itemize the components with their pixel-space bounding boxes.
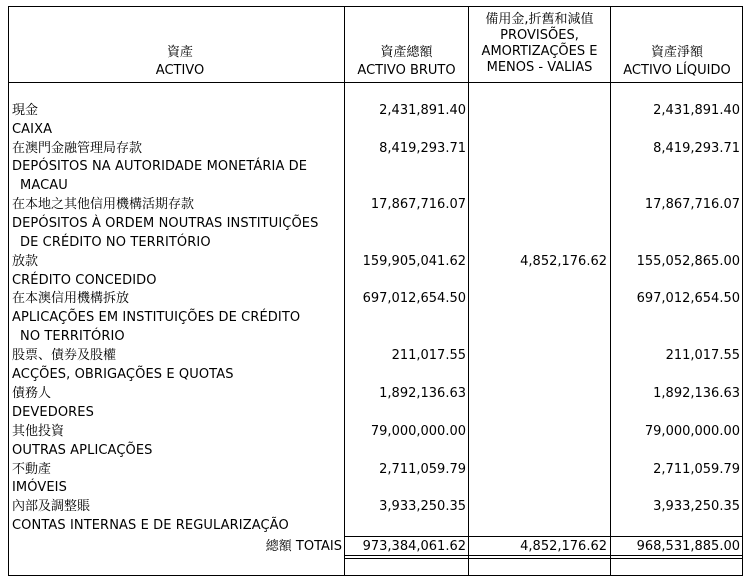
row-label-zh: 其他投資 <box>12 424 65 439</box>
provision-value: 4,852,176.62 <box>520 254 607 269</box>
gross-value: 2,431,891.40 <box>379 103 466 118</box>
row-label-zh: 債務人 <box>12 386 52 401</box>
row-label-pt: ACÇÕES, OBRIGAÇÕES E QUOTAS <box>12 367 234 382</box>
row-label-pt: IMÓVEIS <box>12 480 67 495</box>
net-value: 211,017.55 <box>665 348 740 363</box>
row-label-pt: NO TERRITÓRIO <box>20 329 125 344</box>
header-asset-zh: 資產 <box>166 45 193 60</box>
header-net-pt: ACTIVO LÍQUIDO <box>623 63 731 78</box>
net-value: 3,933,250.35 <box>653 499 740 514</box>
net-value: 17,867,716.07 <box>644 197 740 212</box>
gross-value: 17,867,716.07 <box>370 197 466 212</box>
row-label-pt: CAIXA <box>12 122 53 137</box>
header-provisions-line: AMORTIZAÇÕES E <box>481 44 598 59</box>
net-value: 79,000,000.00 <box>644 424 740 439</box>
totals-double-rule <box>344 558 743 559</box>
net-value: 697,012,654.50 <box>636 291 740 306</box>
row-label-zh: 內部及調整賬 <box>12 499 91 514</box>
column-divider <box>610 6 611 576</box>
row-label-pt: MACAU <box>20 178 68 193</box>
row-label-pt: DE CRÉDITO NO TERRITÓRIO <box>20 235 211 250</box>
total-gross-value: 973,384,061.62 <box>362 539 466 554</box>
header-asset-pt: ACTIVO <box>155 63 205 78</box>
gross-value: 8,419,293.71 <box>379 141 466 156</box>
header-provisions-line: 備用金,折舊和減值 <box>485 12 594 27</box>
gross-value: 697,012,654.50 <box>362 291 466 306</box>
row-label-zh: 股票、債券及股權 <box>12 348 117 363</box>
row-label-zh: 在本澳信用機構拆放 <box>12 291 130 306</box>
row-label-zh: 放款 <box>12 254 39 269</box>
row-label-pt: DEVEDORES <box>12 405 94 420</box>
row-label-zh: 在本地之其他信用機構活期存款 <box>12 197 195 212</box>
gross-value: 159,905,041.62 <box>362 254 466 269</box>
row-label-pt: DEPÓSITOS À ORDEM NOUTRAS INSTITUIÇÕES <box>12 216 319 231</box>
row-label-pt: APLICAÇÕES EM INSTITUIÇÕES DE CRÉDITO <box>12 310 301 325</box>
gross-value: 79,000,000.00 <box>370 424 466 439</box>
net-value: 8,419,293.71 <box>653 141 740 156</box>
total-net-value: 968,531,885.00 <box>636 539 740 554</box>
row-label-pt: CRÉDITO CONCEDIDO <box>12 273 157 288</box>
net-value: 1,892,136.63 <box>653 386 740 401</box>
gross-value: 3,933,250.35 <box>379 499 466 514</box>
row-label-zh: 不動產 <box>12 462 52 477</box>
header-gross-pt: ACTIVO BRUTO <box>357 63 456 78</box>
header-provisions-line: PROVISÕES, <box>500 28 579 43</box>
column-divider <box>468 6 469 576</box>
row-label-pt: CONTAS INTERNAS E DE REGULARIZAÇÃO <box>12 518 289 533</box>
row-label-zh: 在澳門金融管理局存款 <box>12 141 143 156</box>
header-provisions-line: MENOS - VALIAS <box>486 60 593 75</box>
net-value: 2,711,059.79 <box>653 462 740 477</box>
header-divider <box>8 82 743 83</box>
net-value: 155,052,865.00 <box>636 254 740 269</box>
row-label-pt: DEPÓSITOS NA AUTORIDADE MONETÁRIA DE <box>12 159 308 174</box>
gross-value: 211,017.55 <box>391 348 466 363</box>
gross-value: 1,892,136.63 <box>379 386 466 401</box>
header-net-zh: 資產淨額 <box>650 45 703 60</box>
total-provision-value: 4,852,176.62 <box>520 539 607 554</box>
header-provisions <box>469 12 610 76</box>
column-divider <box>344 6 345 576</box>
totals-label: 總額 TOTAIS <box>265 539 342 554</box>
row-label-pt: OUTRAS APLICAÇÕES <box>12 443 153 458</box>
net-value: 2,431,891.40 <box>653 103 740 118</box>
gross-value: 2,711,059.79 <box>379 462 466 477</box>
row-label-zh: 現金 <box>12 103 39 118</box>
header-gross-zh: 資產總額 <box>380 45 433 60</box>
